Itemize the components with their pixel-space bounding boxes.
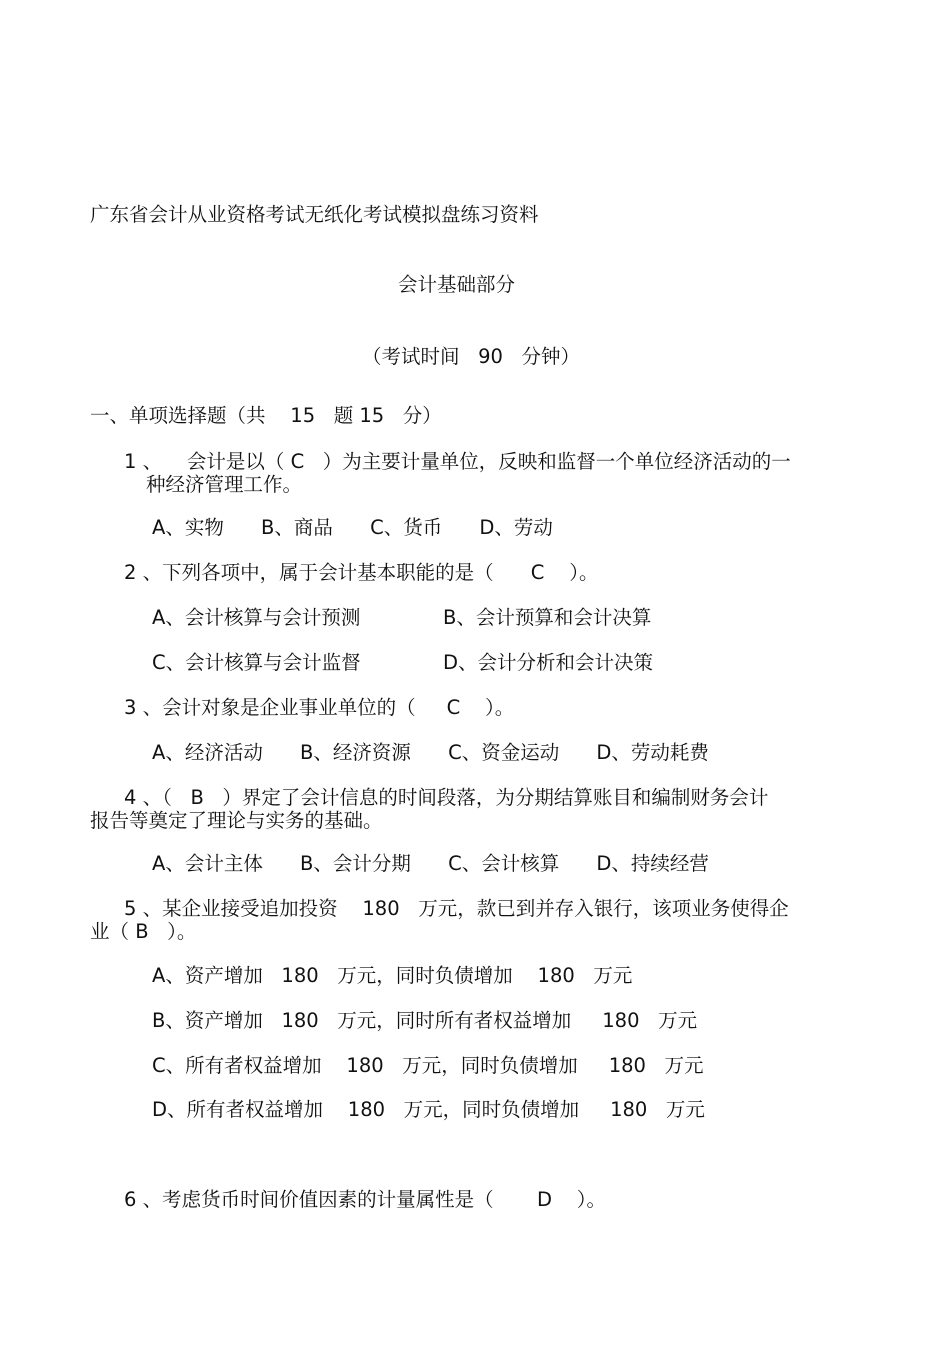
question-6-text: 6 、考虑货币时间价值因素的计量属性是（ D ）。 bbox=[124, 1188, 607, 1211]
question-2-text: 2 、下列各项中，属于会计基本职能的是（ C ）。 bbox=[124, 561, 599, 584]
question-2-option-a: A、会计核算与会计预测 bbox=[152, 606, 361, 629]
question-1-text-cont: 种经济管理工作。 bbox=[146, 473, 303, 496]
document-subtitle: 会计基础部分 bbox=[398, 273, 516, 296]
question-2-option-b: B、会计预算和会计决算 bbox=[443, 606, 652, 629]
question-1-text: 1 、 会计是以（ C ）为主要计量单位，反映和监督一个单位经济活动的一 bbox=[124, 450, 791, 473]
section-heading: 一、单项选择题（共 15 题 15 分） bbox=[90, 404, 442, 427]
question-5-option-b: B、资产增加 180 万元，同时所有者权益增加 180 万元 bbox=[152, 1009, 698, 1032]
question-5-option-a: A、资产增加 180 万元，同时负债增加 180 万元 bbox=[152, 964, 633, 987]
question-1-options: A、实物 B、商品 C、货币 D、劳动 bbox=[152, 516, 553, 539]
question-4-text: 4 、（ B ）界定了会计信息的时间段落，为分期结算账目和编制财务会计 bbox=[124, 786, 769, 809]
question-5-text: 5 、某企业接受追加投资 180 万元，款已到并存入银行，该项业务使得企 bbox=[124, 897, 789, 920]
question-2-option-c: C、会计核算与会计监督 bbox=[152, 651, 361, 674]
document-title: 广东省会计从业资格考试无纸化考试模拟盘练习资料 bbox=[90, 203, 539, 226]
exam-time: （考试时间 90 分钟） bbox=[362, 345, 581, 368]
question-3-options: A、经济活动 B、经济资源 C、资金运动 D、劳动耗费 bbox=[152, 741, 709, 764]
question-2-option-d: D、会计分析和会计决策 bbox=[443, 651, 654, 674]
question-4-options: A、会计主体 B、会计分期 C、会计核算 D、持续经营 bbox=[152, 852, 709, 875]
question-5-text-cont: 业（ B ）。 bbox=[90, 920, 197, 943]
question-3-text: 3 、会计对象是企业事业单位的（ C ）。 bbox=[124, 696, 515, 719]
question-5-option-d: D、所有者权益增加 180 万元，同时负债增加 180 万元 bbox=[152, 1098, 705, 1121]
question-4-text-cont: 报告等奠定了理论与实务的基础。 bbox=[90, 809, 383, 832]
question-5-option-c: C、所有者权益增加 180 万元，同时负债增加 180 万元 bbox=[152, 1054, 704, 1077]
